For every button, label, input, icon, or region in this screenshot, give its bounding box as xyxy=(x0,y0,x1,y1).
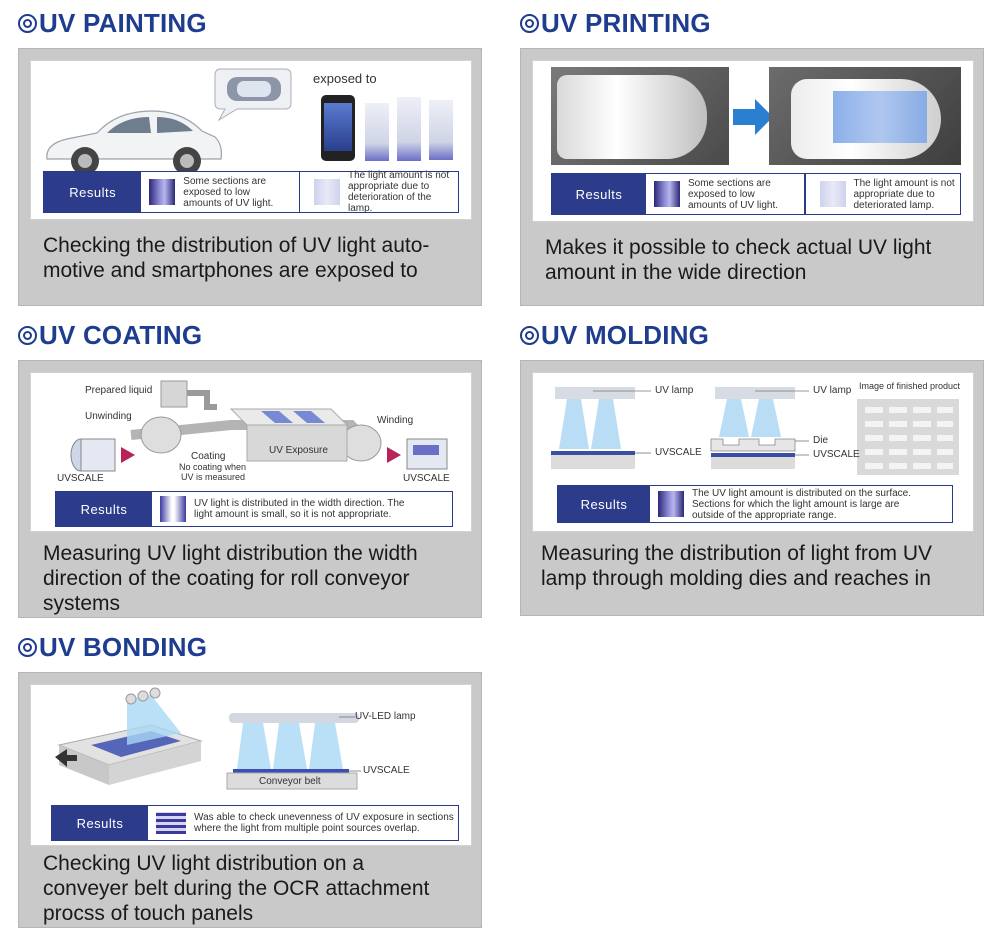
results-label: Results xyxy=(56,492,152,526)
uvscale-label-1: UVSCALE xyxy=(655,447,702,458)
uvscale-label: UVSCALE xyxy=(363,765,410,776)
results-text-2: The light amount is not appropriate due to deteriorated lamp. xyxy=(853,177,955,211)
uvscale-label-2: UVSCALE xyxy=(813,449,860,460)
results-text-1: Some sections are exposed to low amounts of UV light. xyxy=(183,175,274,209)
panel-card xyxy=(520,48,984,306)
uv-swatch-pale xyxy=(314,179,340,205)
section-title: UV MOLDING xyxy=(520,320,709,354)
uvscale-left-label: UVSCALE xyxy=(57,473,104,484)
uv-swatch-low xyxy=(149,179,175,205)
uv-swatch-pale xyxy=(820,181,846,207)
uv-swatch-width xyxy=(160,496,186,522)
unwinding-label: Unwinding xyxy=(85,411,132,422)
section-title: UV COATING xyxy=(18,320,202,354)
section-caption: Measuring the distribution of light from UV lamp through molding dies and reaches in xyxy=(541,542,933,590)
results-text: The UV light amount is distributed on the surface. Sections for which the light amount is large are outside of the appropriate range. xyxy=(692,487,912,521)
uv-lamp-label-1: UV lamp xyxy=(655,385,694,396)
figure-illustration xyxy=(533,61,973,221)
section-uv-molding xyxy=(520,320,984,620)
coating-label: Coating xyxy=(191,451,226,462)
panel-card xyxy=(18,672,482,928)
coating-note-line-1: No coating when xyxy=(179,462,247,472)
results-label: Results xyxy=(552,174,646,214)
double-circle-icon xyxy=(18,638,37,657)
figure-illustration xyxy=(31,373,471,531)
figure-illustration xyxy=(31,61,471,219)
panel-card xyxy=(520,360,984,616)
die-label: Die xyxy=(813,435,829,446)
results-text-1: Some sections are exposed to low amounts of UV light. xyxy=(688,177,779,211)
results-text-2: The light amount is not appropriate due to deterioration of the lamp. xyxy=(347,170,450,214)
test-panels-illustration xyxy=(365,97,461,161)
double-circle-icon xyxy=(520,14,539,33)
results-panel xyxy=(557,485,953,523)
panel-card xyxy=(18,360,482,618)
results-divider xyxy=(804,174,806,214)
section-uv-printing xyxy=(520,8,984,308)
finished-product-label: Image of finished product xyxy=(859,381,961,391)
winding-label: Winding xyxy=(377,415,414,426)
conveyor-bonding-diagram xyxy=(31,685,471,797)
roller-photo-before xyxy=(551,67,729,165)
section-title: UV PAINTING xyxy=(18,8,207,42)
results-text: Was able to check unevenness of UV exposure in sections where the light from multiple point sources overlap. xyxy=(194,812,454,834)
callout-bubble xyxy=(207,67,297,122)
section-caption: Makes it possible to check actual UV light amount in the wide direction xyxy=(545,236,932,284)
uv-exposure-label: UV Exposure xyxy=(269,445,328,456)
uv-lamp-label-2: UV lamp xyxy=(813,385,852,396)
results-label: Results xyxy=(558,486,650,522)
results-label: Results xyxy=(52,806,148,840)
results-divider xyxy=(299,172,300,212)
results-panel xyxy=(551,173,961,215)
smartphone-illustration xyxy=(321,95,355,161)
panel-card xyxy=(18,48,482,306)
results-panel xyxy=(55,491,453,527)
uvscale-right-label: UVSCALE xyxy=(403,473,450,484)
figure-illustration xyxy=(533,373,973,531)
uv-swatch-low xyxy=(654,181,680,207)
section-caption: Checking UV light distribution on a conveyer belt during the OCR attachment procss of touch panels xyxy=(43,852,430,925)
results-text: UV light is distributed in the width direction. The light amount is small, so it is not appropriate. xyxy=(194,498,405,520)
double-circle-icon xyxy=(18,14,37,33)
uv-swatch-overlap xyxy=(156,812,186,834)
section-uv-coating xyxy=(18,320,482,620)
coating-note-line-2: UV is measured xyxy=(181,472,246,482)
section-title: UV BONDING xyxy=(18,632,207,666)
double-circle-icon xyxy=(18,326,37,345)
section-caption: Checking the distribution of UV light auto- motive and smartphones are exposed to xyxy=(43,234,430,282)
conveyor-belt-label: Conveyor belt xyxy=(259,776,321,787)
results-label: Results xyxy=(44,172,141,212)
results-panel xyxy=(43,171,459,213)
exposed-to-label: exposed to xyxy=(313,71,377,86)
roll-conveyor-diagram xyxy=(31,373,471,483)
section-caption: Measuring UV light distribution the width direction of the coating for roll conveyor systems xyxy=(43,542,418,615)
prepared-liquid-label: Prepared liquid xyxy=(85,385,153,396)
section-uv-bonding xyxy=(18,632,482,932)
uv-swatch-surface xyxy=(658,491,684,517)
double-circle-icon xyxy=(520,326,539,345)
section-uv-painting xyxy=(18,8,482,308)
roller-photo-after xyxy=(769,67,961,165)
section-title: UV PRINTING xyxy=(520,8,711,42)
uv-led-lamp-label: UV-LED lamp xyxy=(355,711,416,722)
results-panel xyxy=(51,805,459,841)
figure-illustration xyxy=(31,685,471,845)
